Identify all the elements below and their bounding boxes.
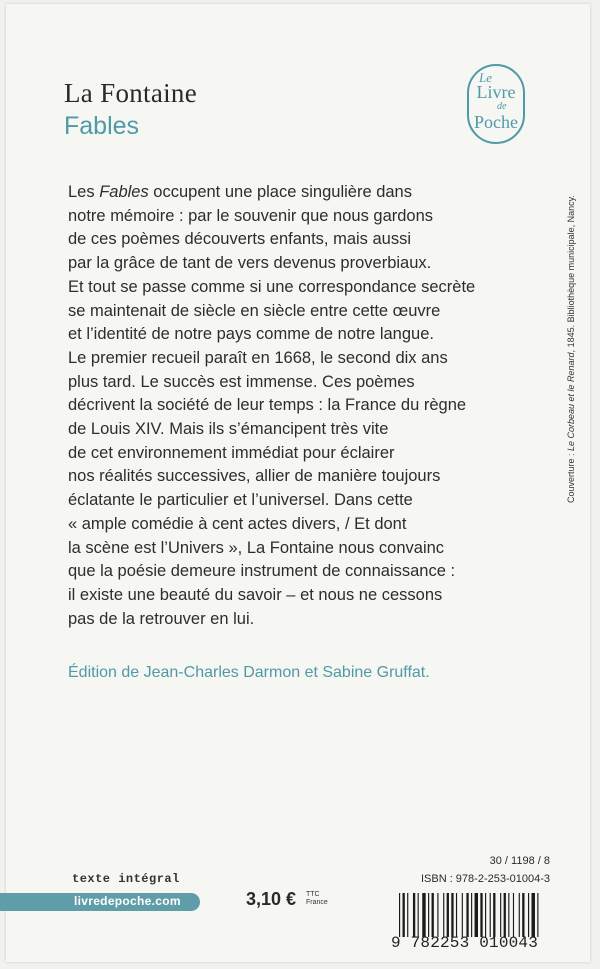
barcode-bars	[399, 893, 551, 937]
blurb-line: il existe une beauté du savoir – et nous ne cessons	[68, 585, 443, 604]
barcode-bar	[519, 893, 520, 937]
logo-word-poche: Poche	[474, 112, 518, 132]
blurb-line: nos réalités successives, allier de manière toujours	[68, 467, 441, 486]
barcode-bar	[522, 893, 524, 937]
blurb-line: de cet environnement immédiat pour éclairer	[68, 443, 395, 462]
barcode-bar	[493, 893, 495, 937]
barcode-bar	[537, 893, 538, 937]
author-name: La Fontaine	[64, 78, 198, 108]
barcode-bar	[500, 893, 501, 937]
logo-word-le: Le	[479, 70, 492, 85]
barcode-bar	[466, 893, 468, 937]
catalog-number: 30 / 1198 / 8	[489, 855, 550, 867]
credit-artwork-title: Le Corbeau et le Renard	[566, 352, 576, 452]
barcode-bar	[418, 893, 419, 937]
barcode-bar	[485, 893, 486, 937]
blurb-line: Le premier recueil paraît en 1668, le second dix ans	[68, 348, 448, 367]
ttc-label: TTC	[306, 891, 320, 898]
logo-word-de: de	[497, 101, 507, 112]
blurb-line: pas de la retrouver en lui.	[68, 609, 255, 628]
book-codes	[388, 852, 550, 888]
blurb-line: que la poésie demeure instrument de connaissance :	[68, 562, 456, 581]
website-link[interactable]: livredepoche.com	[74, 894, 181, 908]
blurb-text	[68, 181, 538, 631]
cover-illustration-credit	[566, 195, 576, 555]
blurb-line: plus tard. Le succès est immense. Ces poèmes	[68, 372, 415, 391]
barcode-bar	[403, 893, 405, 937]
blurb-text-segment: Les	[68, 183, 100, 201]
isbn: ISBN : 978-2-253-01004-3	[420, 873, 550, 885]
book-title: Fables	[64, 112, 140, 140]
livre-de-poche-logo	[467, 64, 525, 144]
barcode-bar	[443, 893, 444, 937]
price-tax-note	[306, 891, 328, 907]
blurb-line: de Louis XIV. Mais ils s’émancipent très vite	[68, 420, 389, 439]
barcode-bar	[471, 893, 472, 937]
blurb-line: la scène est l’Univers », La Fontaine nous convainc	[68, 538, 445, 557]
barcode-bar	[407, 893, 408, 937]
blurb-line: par la grâce de tant de vers devenus proverbiaux.	[68, 254, 432, 273]
credit-prefix: Couverture :	[566, 451, 576, 504]
blurb-italic-title: Fables	[99, 183, 149, 201]
barcode-bar	[456, 893, 457, 937]
barcode-bar	[413, 893, 415, 937]
barcode-bar	[428, 893, 429, 937]
barcode-bar	[508, 893, 509, 937]
barcode-bar	[462, 893, 463, 937]
barcode-bar	[447, 893, 449, 937]
blurb-text-segment: occupent une place singulière dans	[148, 183, 412, 201]
barcode	[391, 893, 551, 955]
texte-integral-label: texte intégral	[72, 872, 180, 886]
country-label: France	[306, 899, 328, 906]
barcode-bar	[513, 893, 514, 937]
blurb-line: notre mémoire : par le souvenir que nous gardons	[68, 206, 434, 225]
barcode-bar	[475, 893, 478, 937]
price: 3,10 €	[246, 889, 297, 909]
barcode-bar	[422, 893, 425, 937]
barcode-digits: 9 782253 010043	[391, 934, 539, 952]
blurb-line: éclatante le particulier et l’universel. Dans cette	[68, 491, 413, 510]
barcode-bar	[451, 893, 453, 937]
blurb-line: de ces poèmes découverts enfants, mais aussi	[68, 230, 412, 249]
blurb-line: se maintenait de siècle en siècle entre cette œuvre	[68, 301, 441, 320]
barcode-bar	[480, 893, 482, 937]
blurb-line: décrivent la société de leur temps : la France du règne	[68, 396, 467, 415]
edition-credit: Édition de Jean-Charles Darmon et Sabine Gruffat.	[68, 664, 430, 681]
barcode-bar	[437, 893, 438, 937]
barcode-bar	[504, 893, 506, 937]
barcode-bar	[490, 893, 491, 937]
blurb-line: et l’identité de notre pays comme de notre langue.	[68, 325, 434, 344]
barcode-bar	[528, 893, 529, 937]
barcode-bar	[532, 893, 535, 937]
blurb-line: « ample comédie à cent actes divers, / Et dont	[68, 514, 407, 533]
blurb-line: Et tout se passe comme si une correspondance secrète	[68, 277, 476, 296]
credit-source: , 1845. Bibliothèque municipale, Nancy.	[566, 195, 576, 353]
barcode-bar	[432, 893, 434, 937]
logo-word-livre: Livre	[476, 82, 516, 102]
blurb-line	[68, 181, 538, 205]
barcode-bar	[399, 893, 400, 937]
